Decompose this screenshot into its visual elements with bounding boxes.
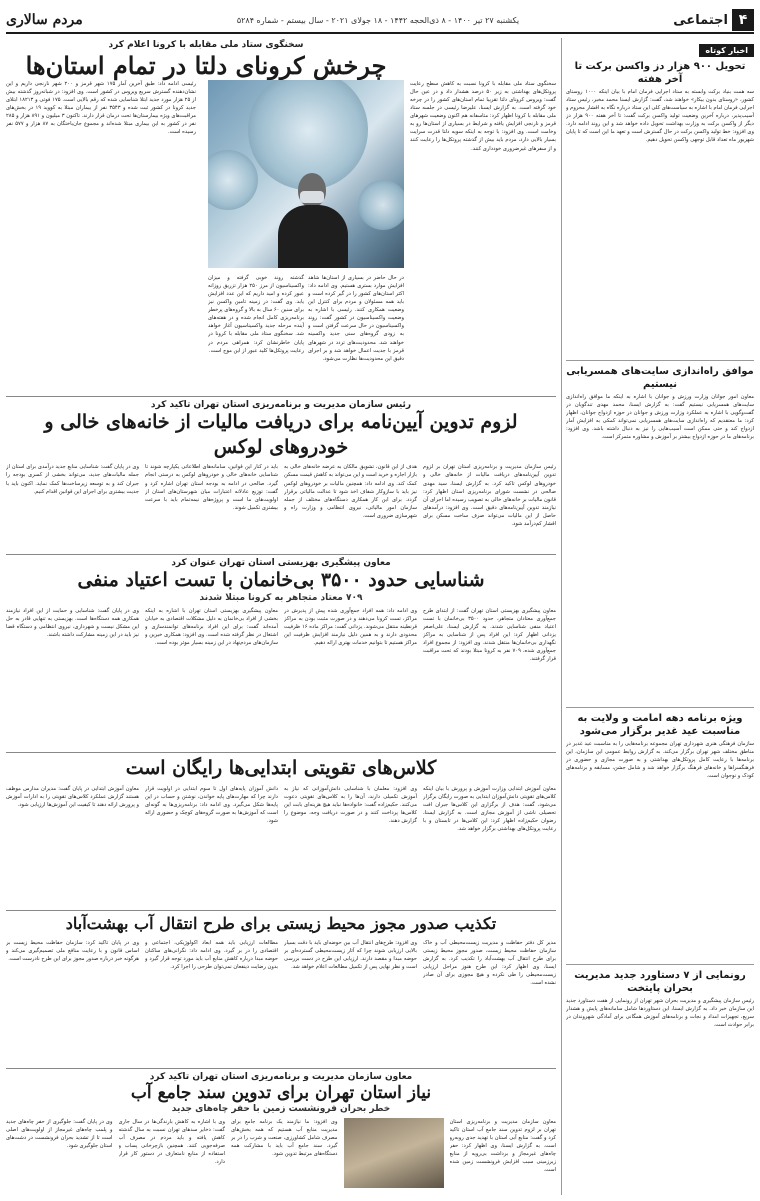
- story-kicker: معاون سازمان مدیریت و برنامه‌ریزی استان تهران تاکید کرد: [149, 1072, 413, 1082]
- story-column: رئیس سازمان مدیریت و برنامه‌ریزی استان تهران بر لزوم تدوین آیین‌نامه‌های دریافت مالیات از خانه‌های خالی و خودروهای لوکس تاکید کرد. به گزارش ایسنا، سید مهدی صالحی در نشست شورای برنامه‌ریزی استان اظهار کرد: قانون مالیات بر خانه‌های خالی به تصویب رسیده اما اجرای آن نیازمند تدوین آیین‌نامه‌های دقیق است. وی افزود: درآمدهای حاصل از این مالیات می‌تواند صرف ساخت مسکن برای اقشار کم‌درآمد شود.: [423, 464, 556, 527]
- story-tax: [6, 400, 556, 550]
- story-column: گذشته روند خوبی گرفته و میزان واکسیناسیون از مرز ۲۵۰ هزار تزریق روزانه عبور کرده و امید داریم که این عدد افزایش یابد. وی گفت: در زمینه تامین واکسن نیز برای سنین ۶۰ سال به بالا و گروه‌های پرخطر برنامه‌ریزی کامل انجام شده و در هفته‌های آینده مرحله جدید واکسیناسیون آغاز خواهد شد. سخنگوی ستاد ملی مقابله با کرونا در پایان خاطرنشان کرد: همراهی مردم در رعایت پروتکل‌ها کلید عبور از این موج است.: [208, 275, 304, 354]
- story-kicker: سخنگوی ستاد ملی مقابله با کرونا اعلام کرد: [108, 40, 304, 50]
- masked-person: [278, 173, 348, 268]
- story-column: معاون آموزش ابتدایی در پایان گفت: مدیران مدارس موظف هستند گزارش عملکرد کلاس‌های تقویتی را به ادارات آموزش و پرورش ارائه دهند تا کیفیت این آموزش‌ها ارزیابی شود.: [6, 785, 139, 808]
- story-column: هدف از این قانون، تشویق مالکان به عرضه خانه‌های خالی به بازار اجاره و خرید است و این می‌تواند به کاهش قیمت مسکن کمک کند. وی ادامه داد: همچنین مالیات بر خودروهای لوکس نیز باید با سازوکار شفاف اخذ شود تا عدالت مالیاتی برقرار گردد. برای این کار همکاری دستگاه‌های مختلف از جمله سازمان امور مالیاتی، نیروی انتظامی و وزارت راه و شهرسازی ضروری است.: [284, 464, 417, 519]
- dateline: یکشنبه ۲۷ تیر ۱۴۰۰ - ۸ ذی‌الحجه ۱۴۴۲ - ۱۸ جولای ۲۰۲۱ - سال بیستم - شماره ۵۲۸۴: [236, 15, 520, 25]
- story-column: در حال حاضر در بسیاری از استان‌ها شاهد افزایش موارد بستری هستیم. وی ادامه داد: اکثر استان‌های کشور را در گیر کرده است و باید همه مسئولان و مردم برای کنترل این وضعیت همکاری کنند. رئیسی با اشاره به وضعیت واکسیناسیون در کشور گفت: روند واکسیناسیون در حال سرعت گرفتن است و به زودی گروه‌های سنی جدید واکسینه خواهند شد. محدودیت‌های تردد در شهرهای قرمز با جدیت اعمال خواهد شد و بر اجرای دقیق این محدودیت‌ها نظارت می‌شود.: [308, 275, 404, 362]
- story-columns: [6, 1118, 556, 1188]
- story-column: وی افزود: ما نیازمند یک برنامه جامع برای مدیریت منابع آب هستیم که همه بخش‌های مصرف شامل کشاورزی، صنعت و شرب را در بر گیرد. سند جامع آب باید با مشارکت همه دستگاه‌های مرتبط تدوین شود.: [231, 1119, 338, 1158]
- story-divider: [6, 910, 556, 911]
- story-column: مطالعات ارزیابی باید همه ابعاد اکولوژیکی، اجتماعی و اقتصادی را در بر گیرد. وی ادامه داد: نگرانی‌های ساکنان حوضه مبدا درباره کاهش منابع آب باید مورد توجه قرار گیرد و بدون رضایت ذینفعان نمی‌توان طرحی را اجرا کرد.: [145, 939, 278, 970]
- story-divider: [6, 1068, 556, 1069]
- sidebar-story-body: رئیس سازمان پیشگیری و مدیریت بحران شهر تهران از رونمایی از هفت دستاورد جدید این سازمان خبر داد. به گزارش ایسنا، این دستاوردها شامل سامانه‌های پایش و هشدار سریع، تجهیزات امداد و نجات و برنامه‌های آموزش همگانی برای آمادگی شهروندان در برابر حوادث است.: [566, 998, 754, 1029]
- story-column: معاون سازمان مدیریت و برنامه‌ریزی استان تهران بر لزوم تدوین سند جامع آب استان تاکید کرد و گفت: منابع آبی استان با تهدید جدی روبه‌رو است. به گزارش ایسنا، وی اظهار کرد: حفر چاه‌های غیرمجاز و برداشت بی‌رویه از منابع زیرزمینی سبب افزایش فرونشست زمین شده است.: [449, 1119, 556, 1174]
- corona-photo: [208, 80, 404, 268]
- story-columns: [6, 785, 556, 901]
- sidebar-story-3: [566, 712, 754, 960]
- story-column: وی افزود: معلمان با شناسایی دانش‌آموزانی که نیاز به آموزش تکمیلی دارند، آن‌ها را به کلاس‌های تقویتی دعوت می‌کنند. حکیم‌زاده گفت: خانواده‌ها نباید هیچ هزینه‌ای بابت این کلاس‌ها پرداخت کنند و در صورت دریافت وجه، موضوع را گزارش دهند.: [284, 785, 417, 824]
- sidebar-divider: [566, 964, 754, 965]
- masthead: [6, 8, 754, 34]
- sidebar-story-body: معاون امور جوانان وزارت ورزش و جوانان با اشاره به اینکه ما موافق راه‌اندازی سایت‌های همسریابی نیستیم گفت: به گزارش ایسنا، محمد مهدی تندگویان در گفت‌وگویی با اشاره به عملکرد وزارت ورزش و جوانان در حوزه ازدواج جوانان، اظهار کرد: ما معتقدیم که راه‌اندازی سایت‌های همسریابی نمی‌تواند کمکی به افزایش آمار ازدواج کند و حتی ممکن است آسیب‌هایی را نیز به دنبال داشته باشد. وی افزود: برنامه‌های ما در حوزه ازدواج بیشتر بر آموزش و مشاوره متمرکز است.: [566, 394, 754, 441]
- sidebar-divider: [566, 360, 754, 361]
- sidebar-story-title: رونمایی از ۷ دستاورد جدید مدیریت بحران پایتخت: [574, 970, 746, 994]
- section-tag: [673, 9, 754, 31]
- story-headline: لزوم تدوین آیین‌نامه برای دریافت مالیات از خانه‌های خالی و خودروهای لوکس: [44, 411, 518, 458]
- sidebar-divider: [566, 707, 754, 708]
- sidebar-story-body: سازمان فرهنگی هنری شهرداری تهران مجموعه برنامه‌هایی را به مناسبت عید غدیر در مناطق مختلف شهر تهران برگزار می‌کند. به گزارش روابط عمومی این سازمان، این برنامه‌ها با رعایت کامل پروتکل‌های بهداشتی و به صورت مجازی و حضوری در فرهنگسراها و خانه‌های فرهنگ برگزار خواهد شد و شامل جشن، مسابقه و برنامه‌های کودک و نوجوان است.: [566, 741, 754, 780]
- story-water-transfer: [6, 914, 556, 1064]
- virus-shape: [358, 180, 404, 230]
- story-subhead: خطر بحران فرونشست زمین با حفر چاه‌های جدید: [171, 1104, 391, 1115]
- story-addiction: [6, 558, 556, 748]
- section-number: ۴: [732, 9, 754, 31]
- story-column: وی با اشاره به کاهش بارندگی‌ها در سال جاری گفت: ذخایر سدهای تهران نسبت به سال گذشته کاهش یافته و باید مردم در مصرف آب صرفه‌جویی کنند. همچنین بازچرخانی پساب و استفاده از منابع نامتعارف در دستور کار قرار دارد.: [118, 1119, 225, 1166]
- story-column: معاون پیشگیری بهزیستی استان تهران گفت: از ابتدای طرح جمع‌آوری معتادان متجاهر، حدود ۳۵۰۰ بی‌خانمان با تست اعتیاد منفی شناسایی شدند. به گزارش ایسنا، علی‌اصغر یزدانی اظهار کرد: این افراد پس از شناسایی به مراکز نگهداری بی‌خانمان‌ها منتقل شدند. وی افزود: از مجموع افراد جمع‌آوری شده، ۷۰۹ نفر به کرونا مبتلا بودند که تحت مراقبت قرار گرفتند.: [423, 607, 556, 663]
- story-corona: [6, 40, 556, 392]
- story-column: معاون پیشگیری بهزیستی استان تهران با اشاره به اینکه بخشی از افراد بی‌خانمان به دلیل مشکلات اقتصادی به خیابان آمده‌اند گفت: برای این افراد برنامه‌های توانمندسازی و اشتغال در نظر گرفته شده است. وی افزود: همکاری خیرین و سازمان‌های مردم‌نهاد در این زمینه بسیار موثر بوده است.: [145, 607, 278, 646]
- story-divider: [6, 396, 556, 397]
- story-column: وی در پایان گفت: شناسایی و حمایت از این افراد نیازمند همکاری همه دستگاه‌ها است. بهزیستی به تنهایی قادر به حل این مشکل نیست و شهرداری، نیروی انتظامی و دستگاه قضا نیز باید در این زمینه مشارکت داشته باشند.: [6, 607, 139, 638]
- sidebar-story-title: تحویل ۹۰۰ هزار دز واکسن برکت تا آخر هفته: [574, 61, 746, 85]
- story-divider: [6, 752, 556, 753]
- story-water-document: [6, 1072, 556, 1195]
- story-column: وی ادامه داد: همه افراد جمع‌آوری شده پیش از پذیرش در مراکز، تست کرونا می‌دهند و در صورت مثبت بودن به مراکز قرنطینه منتقل می‌شوند. یزدانی گفت: مراکز ماده ۱۶ ظرفیت محدودی دارند و به همین دلیل نیازمند افزایش ظرفیت این مراکز هستیم تا بتوانیم خدمات بهتری ارائه دهیم.: [284, 607, 417, 646]
- face-mask: [300, 191, 324, 203]
- story-column: وی در پایان گفت: شناسایی منابع جدید درآمدی برای استان از جمله مالیات‌های جدید، می‌تواند بخشی از کسری بودجه را جبران کند و به توسعه زیرساخت‌ها کمک نماید. اکنون باید با جدیت بیشتری برای اجرای این قوانین اقدام کنیم.: [6, 464, 139, 495]
- story-headline: کلاس‌های تقویتی ابتدایی‌ها رایگان است: [125, 757, 437, 779]
- dam-photo: [344, 1118, 444, 1188]
- story-classes: [6, 756, 556, 906]
- sidebar-story-title: ویژه برنامه دهه امامت و ولایت به مناسبت عید غدیر برگزار می‌شود: [577, 713, 743, 737]
- sidebar-story-4: [566, 969, 754, 1167]
- main-area: [6, 38, 556, 1195]
- story-column: وی در پایان تاکید کرد: سازمان حفاظت محیط زیست بر اساس قانون و با رعایت منافع ملی تصمیم‌گیری می‌کند و هرگونه خبر درباره صدور مجوز برای این طرح نادرست است.: [6, 939, 139, 962]
- story-headline: چرخش کرونای دلتا در تمام استان‌ها: [25, 51, 387, 80]
- sidebar-story-body: سه همت بنیاد برکت وابسته به ستاد اجرایی فرمان امام با بیان اینکه ۱۰۰۰ روستای کشور، «روستای بدون بیکار» خواهند شد، گفت: گزارش ایسنا محمد مخبر، رئیس ستاد اجرایی فرمان امام با اشاره به سیاست‌های کلی این ستاد درباره نگاه به اقشار محروم و آسیب‌پذیر، درباره آخرین وضعیت تولید واکسن برکت گفت: تا آخر هفته ۹۰۰ هزار دز دیگر از واکسن برکت به وزارت بهداشت تحویل داده خواهد شد و این روند ادامه دارد. وی افزود: خط تولید واکسن برکت در حال گسترش است و تعهد ما این است که تا پایان شهریور ماه تعداد قابل توجهی واکسن تحویل دهیم.: [566, 89, 754, 144]
- sidebar-story-2: [566, 365, 754, 703]
- story-subhead: ۷۰۹ معتاد متجاهر به کرونا مبتلا شدند: [199, 592, 363, 603]
- story-column: وی افزود: طرح‌های انتقال آب بین حوضه‌ای باید با دقت بسیار بالایی ارزیابی شوند چرا که آثار زیست‌محیطی گسترده‌ای بر حوضه مبدا و مقصد دارند. ارزیابی این طرح در دست بررسی است و نظر نهایی پس از تکمیل مطالعات اعلام خواهد شد.: [284, 939, 417, 970]
- story-column: دانش آموزان پایه‌های اول تا سوم ابتدایی در اولویت قرار دارند چرا که مهارت‌های پایه خواندن، نوشتن و حساب در این پایه‌ها شکل می‌گیرد. وی ادامه داد: برنامه‌ریزی‌ها به گونه‌ای است که آموزش‌ها به صورت گروه‌های کوچک و حضوری ارائه شود.: [145, 785, 278, 824]
- sidebar-tag: اخبار کوتاه: [699, 44, 754, 57]
- story-divider: [6, 554, 556, 555]
- story-headline: تکذیب صدور مجوز محیط زیستی برای طرح انتقال آب بهشت‌آباد: [65, 914, 497, 933]
- sidebar-story-1: [566, 60, 754, 356]
- section-name: اجتماعی: [673, 12, 728, 28]
- story-column: سخنگوی ستاد ملی مقابله با کرونا نسبت به کاهش سطح رعایت پروتکل‌های بهداشتی به زیر ۵۰ درصد هشدار داد و در عین حال گفت: ویروس کرونای دلتا تقریبا تمام استان‌های کشور را در چرخه خود گرفته است. به گزارش ایسنا، علیرضا رئیسی در جلسه ستاد ملی مقابله با کرونا اظهار کرد: متاسفانه هم اکنون وضعیت شهرهای قرمز و نارنجی افزایش یافته و شرایط در بسیاری از استان‌ها رو به وخامت است. وی افزود: با توجه به اینکه سویه دلتا قدرت سرایت بسیار بالایی دارد، مردم باید بیش از گذشته پروتکل‌ها را رعایت کنند و از سفرهای غیرضروری خودداری کنند.: [410, 81, 556, 152]
- story-column: وی در پایان گفت: جلوگیری از حفر چاه‌های جدید و پلمب چاه‌های غیرمجاز از اولویت‌های اصلی است تا از تشدید بحران فرونشست در دشت‌های استان جلوگیری شود.: [6, 1119, 113, 1150]
- virus-shape: [208, 150, 258, 210]
- story-kicker: معاون پیشگیری بهزیستی استان تهران عنوان کرد: [171, 558, 391, 568]
- sidebar-news: [566, 38, 754, 1195]
- story-column: باید در کنار این قوانین، سامانه‌های اطلاعاتی یکپارچه شوند تا شناسایی خانه‌های خالی و خودروهای لوکس به درستی انجام گیرد. صالحی در ادامه به بودجه استان تهران اشاره کرد و گفت: توزیع عادلانه اعتبارات میان شهرستان‌های استان از اولویت‌های ما است و پروژه‌های نیمه‌تمام باید با سرعت بیشتری تکمیل شوند.: [145, 464, 278, 511]
- story-columns: [6, 463, 556, 563]
- story-column: مدیر کل دفتر حفاظت و مدیریت زیست‌محیطی آب و خاک سازمان حفاظت محیط زیست، صدور مجوز محیط زیستی برای طرح انتقال آب بهشت‌آباد را تکذیب کرد. به گزارش ایسنا، وی اظهار کرد: این طرح هنوز مراحل ارزیابی زیست‌محیطی را طی نکرده و هیچ مجوزی برای آن صادر نشده است.: [423, 939, 556, 987]
- sidebar-story-title: موافق راه‌اندازی سایت‌های همسریابی نیستیم: [566, 366, 754, 390]
- story-headline: نیاز استان تهران برای تدوین سند جامع آب: [130, 1083, 432, 1103]
- story-headline: شناسایی حدود ۳۵۰۰ بی‌خانمان با تست اعتیاد منفی: [77, 569, 485, 591]
- story-column: معاون آموزش ابتدایی وزارت آموزش و پرورش با بیان اینکه کلاس‌های تقویتی دانش‌آموزان ابتدایی به صورت رایگان برگزار می‌شود، گفت: هدف از برگزاری این کلاس‌ها جبران افت تحصیلی ناشی از آموزش مجازی است. به گزارش ایسنا، رضوان حکیم‌زاده اظهار کرد: این کلاس‌ها در تابستان و با رعایت پروتکل‌های بهداشتی برگزار خواهد شد.: [423, 785, 556, 832]
- story-kicker: رئیس سازمان مدیریت و برنامه‌ریزی استان تهران تاکید کرد: [150, 400, 412, 410]
- person-body: [278, 205, 348, 268]
- story-column: رئیسی ادامه داد: طبق آخرین آمار ۱۷۵ شهر قرمز و ۲۰۰ شهر نارنجی داریم و این نشان‌دهنده گسترش سریع ویروس در کشور است. وی افزود: در شبانه‌روز گذشته بیش از ۲۵ هزار مورد جدید ابتلا شناسایی شده که رقم بالایی است. ۱۷۵ فوتی و ۱۸۲۱۳ ابتلای جدید کرونا در کشور ثبت شده و ۳۵۴۳ نفر از بیماران مبتلا به کووید ۱۹ در بخش‌های مراقبت‌های ویژه بیمارستان‌ها تحت درمان قرار دارند. تاکنون ۳ میلیون و ۸۹۱ هزار و ۲۸۵ نفر در کشور به این بیماری مبتلا شده‌اند و مجموع جان‌باختگان به ۸۷ هزار و ۵۷۷ نفر رسیده است.: [6, 81, 196, 136]
- column-divider: [561, 38, 562, 1195]
- story-columns: [6, 939, 556, 1057]
- story-columns: [6, 607, 556, 733]
- paper-name: مردم سالاری: [6, 12, 83, 28]
